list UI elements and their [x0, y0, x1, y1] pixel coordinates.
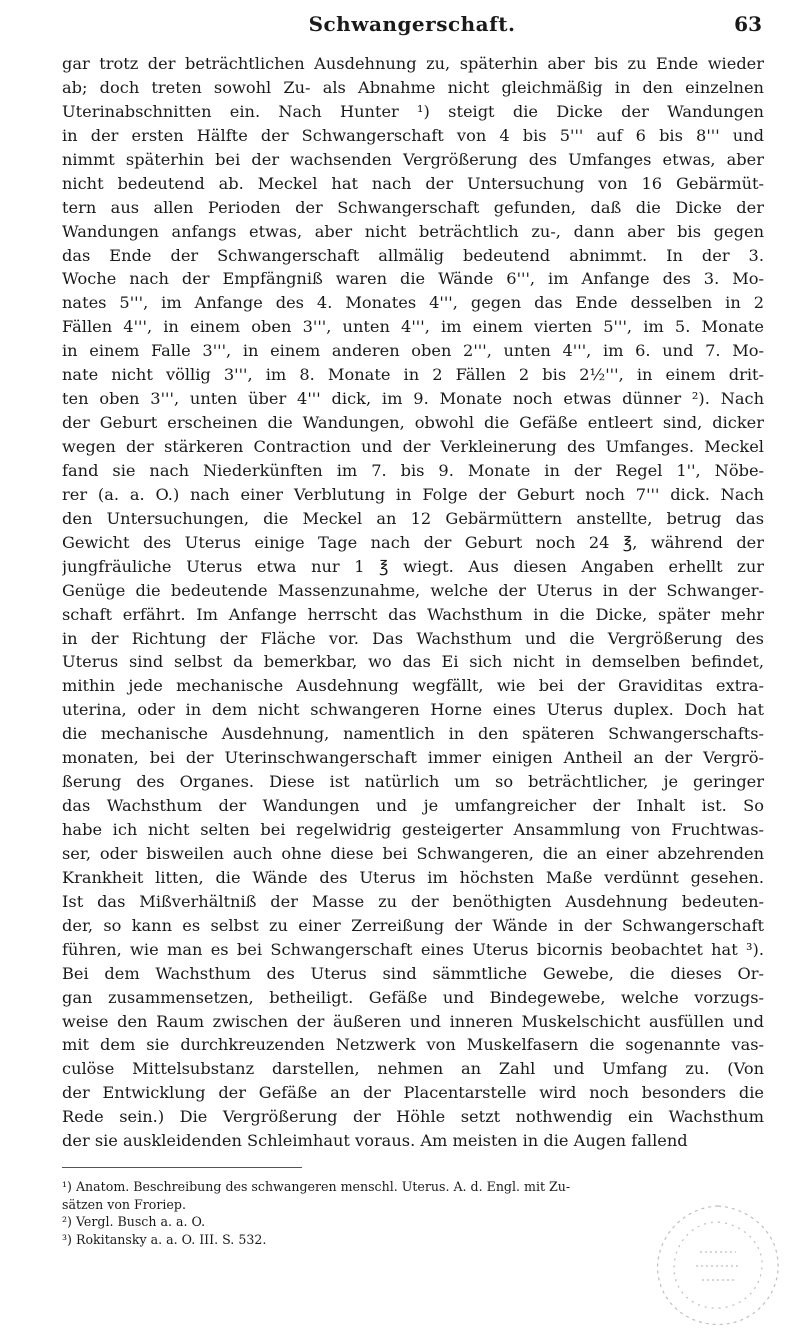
page-number: 63	[734, 12, 762, 36]
text-line: uterina, oder in dem nicht schwangeren Horne eines Uterus duplex. Doch hat	[62, 700, 764, 720]
running-head	[62, 12, 762, 44]
text-line: gar trotz der beträchtlichen Ausdehnung zu, späterhin aber bis zu Ende wieder	[62, 54, 764, 73]
text-line: mithin jede mechanische Ausdehnung wegfällt, wie bei der Graviditas extra-	[62, 676, 764, 696]
text-line: der Geburt erscheinen die Wandungen, obwohl die Gefäße entleert sind, dicker	[62, 413, 764, 433]
text-line: habe ich nicht selten bei regelwidrig gesteigerter Ansammlung von Fruchtwas-	[62, 820, 764, 839]
text-line: schaft erfährt. Im Anfange herrscht das Wachsthum in die Dicke, später mehr	[62, 604, 764, 624]
footnote-line: ³) Rokitansky a. a. O. III. S. 532.	[62, 1231, 267, 1247]
footnote-line: sätzen von Froriep.	[62, 1196, 186, 1212]
body-text	[62, 52, 764, 1153]
text-line: Ist das Mißverhältniß der Masse zu der benöthigten Ausdehnung bedeuten-	[62, 891, 764, 911]
footnote-line: ¹) Anatom. Beschreibung des schwangeren menschl. Uterus. A. d. Engl. mit Zu-	[62, 1179, 571, 1194]
text-line: der, so kann es selbst zu einer Zerreißung der Wände in der Schwangerschaft	[62, 915, 764, 935]
text-line: ab; doch treten sowohl Zu- als Abnahme nicht gleichmäßig in den einzelnen	[62, 77, 764, 97]
text-line: Wandungen anfangs etwas, aber nicht beträchtlich zu-, dann aber bis gegen	[62, 221, 764, 241]
text-line: Woche nach der Empfängniß waren die Wände 6''', im Anfange des 3. Mo-	[62, 269, 764, 289]
text-line: ßerung des Organes. Diese ist natürlich um so beträchtlicher, je geringer	[62, 772, 764, 792]
text-line: in der ersten Hälfte der Schwangerschaft von 4 bis 5''' auf 6 bis 8''' und	[62, 125, 764, 145]
text-line: in einem Falle 3''', in einem anderen oben 2''', unten 4''', im 6. und 7. Mo-	[62, 341, 764, 361]
text-line: mit dem sie durchkreuzenden Netzwerk von Muskelfasern die sogenannte vas-	[62, 1035, 764, 1055]
text-line: nicht bedeutend ab. Meckel hat nach der Untersuchung von 16 Gebärmüt-	[62, 173, 764, 193]
text-line: jungfräuliche Uterus etwa nur 1 ℥ wiegt. Aus diesen Angaben erhellt zur	[62, 556, 764, 576]
library-stamp-mark	[648, 1200, 788, 1330]
text-line: rer (a. a. O.) nach einer Verblutung in Folge der Geburt noch 7''' dick. Nach	[62, 484, 764, 504]
footnote-line: ²) Vergl. Busch a. a. O.	[62, 1214, 206, 1229]
text-line: den Untersuchungen, die Meckel an 12 Gebärmüttern anstellte, betrug das	[62, 508, 764, 528]
text-line: ten oben 3''', unten über 4''' dick, im 9. Monate noch etwas dünner ²). Nach	[62, 389, 764, 409]
text-line: ser, oder bisweilen auch ohne diese bei Schwangeren, die an einer abzehrenden	[62, 843, 764, 863]
footnote-rule	[62, 1167, 302, 1168]
text-line: die mechanische Ausdehnung, namentlich in den späteren Schwangerschafts-	[62, 724, 764, 744]
text-line: weise den Raum zwischen der äußeren und inneren Muskelschicht ausfüllen und	[62, 1011, 764, 1031]
text-line: culöse Mittelsubstanz darstellen, nehmen an Zahl und Umfang zu. (Von	[62, 1059, 764, 1079]
text-line: der Entwicklung der Gefäße an der Placentarstelle wird noch besonders die	[62, 1083, 764, 1103]
text-line: das Ende der Schwangerschaft allmälig bedeutend abnimmt. In der 3.	[62, 245, 764, 265]
text-line: monaten, bei der Uterinschwangerschaft immer einigen Antheil an der Vergrö-	[62, 748, 764, 768]
text-line: Bei dem Wachsthum des Uterus sind sämmtliche Gewebe, die dieses Or-	[62, 963, 764, 983]
running-title: Schwangerschaft.	[308, 12, 516, 36]
text-line: tern aus allen Perioden der Schwangerschaft gefunden, daß die Dicke der	[62, 197, 764, 217]
text-line: Gewicht des Uterus einige Tage nach der Geburt noch 24 ℥, während der	[62, 532, 764, 552]
text-line: nimmt späterhin bei der wachsenden Vergrößerung des Umfanges etwas, aber	[62, 149, 764, 169]
text-line: Rede sein.) Die Vergrößerung der Höhle setzt nothwendig ein Wachsthum	[62, 1107, 764, 1127]
text-line: gan zusammensetzen, betheiligt. Gefäße und Bindegewebe, welche vorzugs-	[62, 987, 764, 1007]
text-line: fand sie nach Niederkünften im 7. bis 9. Monate in der Regel 1'', Nöbe-	[62, 460, 764, 480]
text-line: Uterus sind selbst da bemerkbar, wo das Ei sich nicht in demselben befindet,	[62, 652, 764, 672]
text-line: in der Richtung der Fläche vor. Das Wachsthum und die Vergrößerung des	[62, 628, 764, 648]
text-line: Krankheit litten, die Wände des Uterus im höchsten Maße verdünnt gesehen.	[62, 867, 764, 887]
text-line: der sie auskleidenden Schleimhaut voraus. Am meisten in die Augen fallend	[62, 1131, 688, 1151]
text-line: nates 5''', im Anfange des 4. Monates 4''', gegen das Ende desselben in 2	[62, 293, 764, 313]
text-line: führen, wie man es bei Schwangerschaft eines Uterus bicornis beobachtet hat ³).	[62, 939, 764, 959]
text-line: Genüge die bedeutende Massenzunahme, welche der Uterus in der Schwanger-	[62, 580, 764, 600]
text-line: Uterinabschnitten ein. Nach Hunter ¹) steigt die Dicke der Wandungen	[62, 101, 764, 121]
text-line: wegen der stärkeren Contraction und der Verkleinerung des Umfanges. Meckel	[62, 437, 764, 456]
text-line: das Wachsthum der Wandungen und je umfangreicher der Inhalt ist. So	[62, 796, 764, 816]
text-line: nate nicht völlig 3''', im 8. Monate in 2 Fällen 2 bis 2½''', in einem drit-	[62, 365, 764, 385]
text-line: Fällen 4''', in einem oben 3''', unten 4''', im einem vierten 5''', im 5. Monate	[62, 317, 764, 337]
